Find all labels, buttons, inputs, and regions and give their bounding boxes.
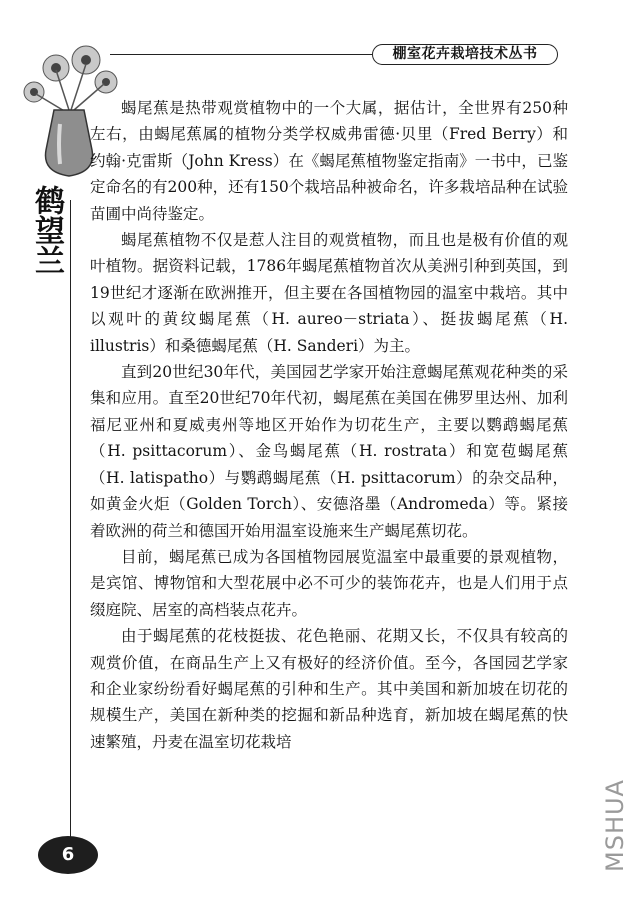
- paragraph: 由于蝎尾蕉的花枝挺拔、花色艳丽、花期又长，不仅具有较高的观赏价值，在商品生产上又有极好的经济价值。至今，各国园艺学家和企业家纷纷看好蝎尾蕉的引种和生产。其中美国和新加坡在切花的规模生产，美国在新种类的挖掘和新品种选育，新加坡在蝎尾蕉的快速繁殖，丹麦在温室切花栽培: [90, 627, 568, 751]
- watermark: MSHUA: [601, 779, 629, 873]
- paragraph: 目前，蝎尾蕉已成为各国植物园展览温室中最重要的景观植物，是宾馆、博物馆和大型花展中必不可少的装饰花卉，也是人们用于点缀庭院、居室的高档装点花卉。: [90, 547, 568, 619]
- paragraph: 蝎尾蕉是热带观赏植物中的一个大属，据估计，全世界有250种左右，由蝎尾蕉属的植物分类学权威弗雷德·贝里（Fred Berry）和约翰·克雷斯（John Kress）在《蝎尾蕉植物鉴定指南》一书中，已鉴定命名的有200种，还有150个栽培品种被命名，许多栽培品种在试验苗圃中尚待鉴定。: [90, 99, 568, 223]
- paragraph: 直到20世纪30年代，美国园艺学家开始注意蝎尾蕉观花种类的采集和应用。直至20世纪70年代初，蝎尾蕉在美国在佛罗里达州、加利福尼亚州和夏威夷州等地区开始作为切花生产，主要以鹦鹉蝎尾蕉（H. psittacorum）、金鸟蝎尾蕉（H. rostrata）和宽苞蝎尾蕉（H. latispatho）与鹦鹉蝎尾蕉（H. psittacorum）的杂交品种，如黄金火炬（Golden Torch）、安德洛墨（Andromeda）等。紧接着欧洲的荷兰和德国开始用温室设施来生产蝎尾蕉切花。: [90, 363, 568, 540]
- chapter-title: 鹤望兰: [29, 185, 64, 275]
- paragraph: 蝎尾蕉植物不仅是惹人注目的观赏植物，而且也是极有价值的观叶植物。据资料记载，1786年蝎尾蕉植物首次从美洲引种到英国，到19世纪才逐渐在欧洲推开，但主要在各国植物园的温室中栽培。其中以观叶的黄纹蝎尾蕉（H. aureo－striata）、挺拔蝎尾蕉（H. illustris）和桑德蝎尾蕉（H. Sanderi）为主。: [90, 231, 568, 355]
- page-number: 6: [38, 836, 98, 874]
- body-text: [90, 95, 568, 755]
- header-rule: [110, 54, 372, 55]
- margin-rule: [70, 200, 71, 840]
- series-title: 棚室花卉栽培技术丛书: [372, 44, 558, 65]
